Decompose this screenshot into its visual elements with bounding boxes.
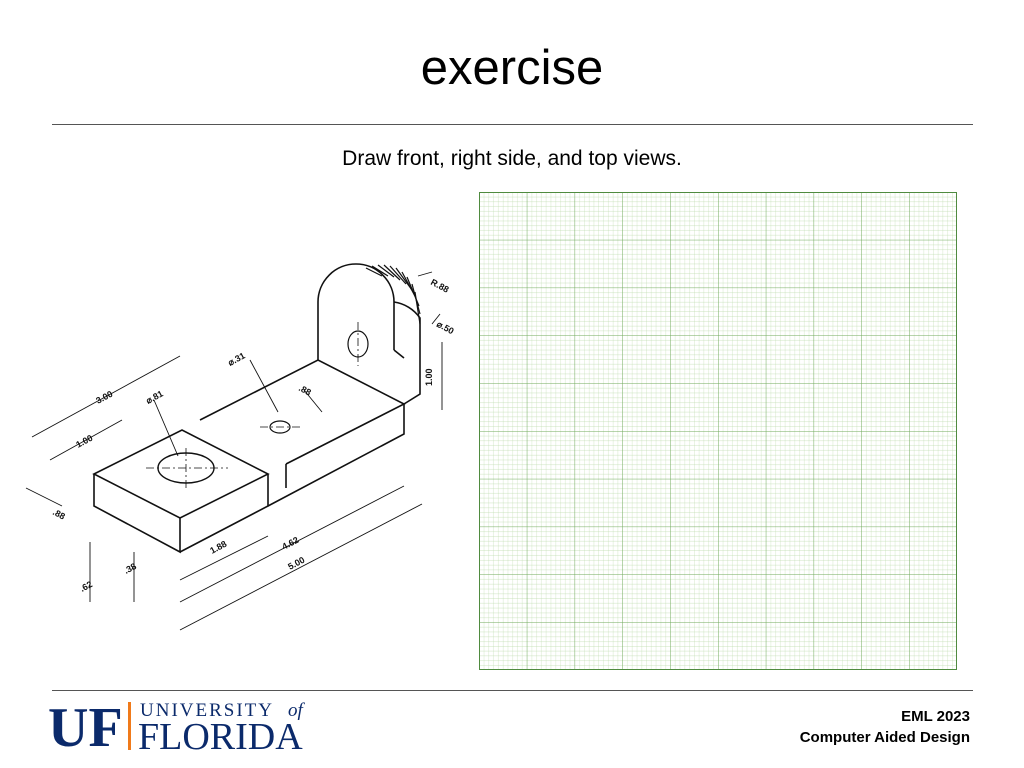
university-of-florida-logo [48, 694, 338, 754]
dim-tab-height: 1.00 [424, 368, 434, 386]
title-divider [52, 124, 973, 125]
instruction-text: Draw front, right side, and top views. [342, 147, 682, 170]
dim-tab-radius: R.88 [429, 276, 451, 295]
logo-florida: FLORIDA [138, 716, 303, 754]
logo-of: of [288, 700, 303, 721]
dim-overall-length: 5.00 [286, 554, 307, 572]
dim-tab-hole: ⌀.50 [435, 318, 456, 337]
dim-large-hole: ⌀.81 [144, 388, 165, 406]
dim-block-offset: .88 [51, 506, 67, 522]
slide-title: exercise [420, 41, 604, 95]
logo-university: UNIVERSITY [140, 700, 274, 721]
tab-face [318, 264, 394, 360]
block-top-face [94, 430, 268, 518]
dim-block-width: 1.00 [74, 432, 95, 450]
dim-small-hole-offset: .88 [297, 382, 313, 398]
course-code: EML 2023 [901, 708, 970, 725]
course-name: Computer Aided Design [799, 729, 970, 746]
footer-divider [52, 690, 973, 691]
tab-edge [394, 350, 404, 358]
dim-depth: 3.00 [94, 388, 115, 406]
block-front-face [94, 474, 180, 552]
dim-base-height: .38 [122, 561, 138, 576]
arm-front-face [268, 404, 404, 506]
arm-top-face [200, 360, 404, 464]
course-info [800, 706, 970, 748]
dim-block-height: .62 [78, 579, 94, 594]
dim-small-hole: ⌀.31 [226, 350, 247, 368]
logo-uf: UF [48, 697, 123, 754]
graph-paper-grid [479, 192, 957, 670]
dim-base-length: 4.62 [280, 534, 301, 552]
isometric-drawing [22, 262, 472, 662]
dim-block-length: 1.88 [208, 538, 229, 556]
